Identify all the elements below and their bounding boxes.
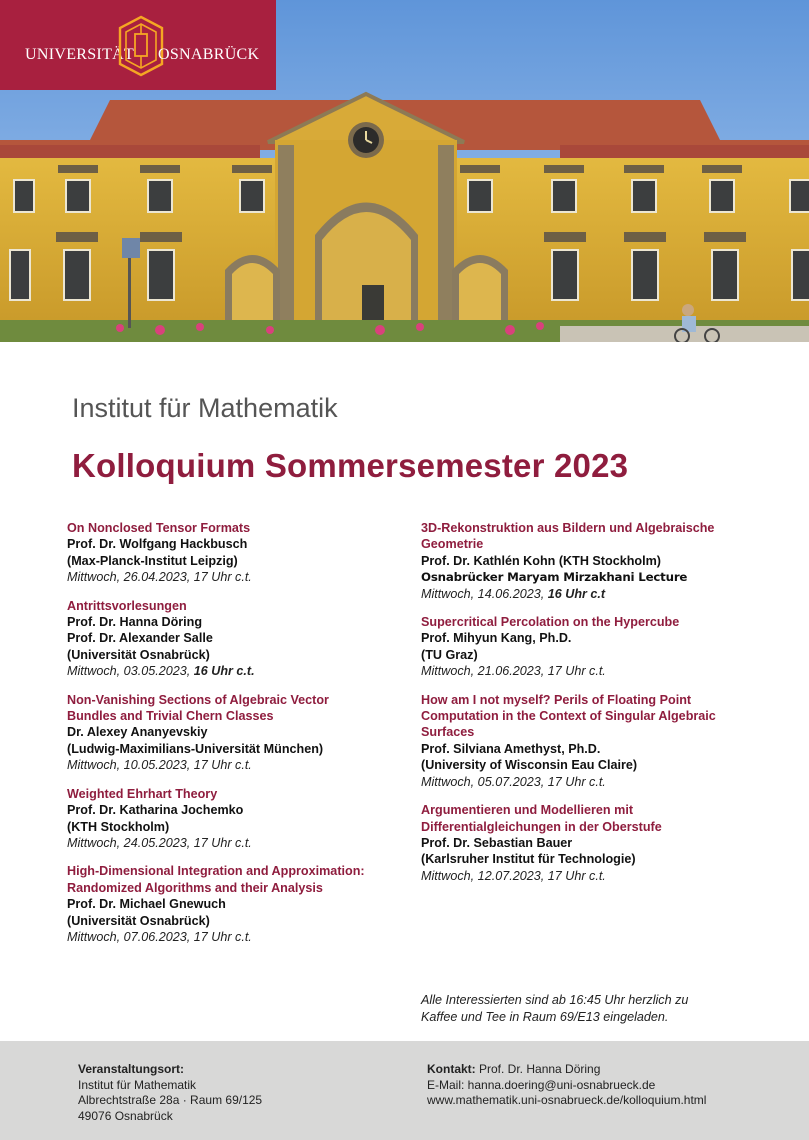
talk-date-time: 17 Uhr c.t. <box>547 664 606 679</box>
talk-speaker: Prof. Dr. Michael Gnewuch <box>67 897 226 912</box>
talk-date <box>421 774 751 790</box>
contact-website[interactable]: www.mathematik.uni-osnabrueck.de/kolloquium.html <box>427 1093 707 1108</box>
talk-speaker: Prof. Dr. Kathlén Kohn (KTH Stockholm) <box>421 553 661 568</box>
talk-entry <box>67 863 407 945</box>
talk-entry <box>421 520 751 602</box>
talk-note: Osnabrücker Maryam Mirzakhani Lecture <box>421 570 688 585</box>
talk-date-time: 16 Uhr c.t <box>547 586 606 601</box>
talk-speaker: (Ludwig-Maximilians-Universität München) <box>67 741 324 756</box>
talk-speaker: (TU Graz) <box>421 647 478 662</box>
talk-date <box>421 663 751 679</box>
talks-left-column <box>67 520 407 957</box>
talk-entry <box>67 692 407 774</box>
venue-line: Albrechtstraße 28a · Raum 69/125 <box>78 1093 263 1108</box>
talk-title: 3D-Rekonstruktion aus Bildern und Algebraische <box>421 521 715 535</box>
talk-entry <box>67 520 407 586</box>
talk-speaker: Prof. Dr. Katharina Jochemko <box>67 803 244 818</box>
talk-speaker: (Karlsruher Institut für Technologie) <box>421 852 636 867</box>
talk-title: Bundles and Trivial Chern Classes <box>67 709 274 724</box>
talk-date-time: 17 Uhr c.t. <box>193 929 252 944</box>
talk-title: Computation in the Context of Singular Algebraic <box>421 709 716 724</box>
logo-text-right: OSNABRÜCK <box>158 46 260 63</box>
talk-date <box>67 569 407 585</box>
talk-date-time: 17 Uhr c.t. <box>193 835 252 850</box>
talk-entry <box>67 598 407 680</box>
talk-speaker: (Max-Planck-Institut Leipzig) <box>67 553 238 568</box>
talk-date-day: Mittwoch, 21.06.2023, <box>421 664 548 679</box>
talk-title: Surfaces <box>421 725 475 740</box>
talk-speaker: Prof. Mihyun Kang, Ph.D. <box>421 631 572 646</box>
talk-title: Geometrie <box>421 537 484 552</box>
talk-date-day: Mittwoch, 26.04.2023, <box>67 570 194 585</box>
talk-speaker: (KTH Stockholm) <box>67 819 170 834</box>
page-title: Kolloquium Sommersemester 2023 <box>72 447 629 484</box>
university-logo <box>0 0 276 90</box>
talk-date-day: Mittwoch, 05.07.2023, <box>421 774 548 789</box>
logo-text-left: UNIVERSITÄT <box>25 46 135 63</box>
contact-email[interactable]: E-Mail: hanna.doering@uni-osnabrueck.de <box>427 1077 656 1092</box>
talk-title: How am I not myself? Perils of Floating Point <box>421 692 692 707</box>
talk-date <box>421 586 751 602</box>
talk-speaker: Dr. Alexey Ananyevskiy <box>67 725 208 740</box>
talk-title: High-Dimensional Integration and Approximation: <box>67 864 365 879</box>
talk-speaker: (Universität Osnabrück) <box>67 647 210 662</box>
venue-block <box>78 1062 262 1124</box>
talk-entry <box>67 786 407 852</box>
talk-speaker: Prof. Dr. Hanna Döring <box>67 615 203 630</box>
talk-date-time: 16 Uhr c.t. <box>193 664 255 679</box>
contact-name: Prof. Dr. Hanna Döring <box>475 1062 601 1076</box>
talk-entry <box>421 692 751 790</box>
talk-date <box>67 757 407 773</box>
talk-date-day: Mittwoch, 07.06.2023, <box>67 929 194 944</box>
institute-heading: Institut für Mathematik <box>72 393 338 423</box>
talk-title: Randomized Algorithms and their Analysis <box>67 880 323 895</box>
talk-title: Non-Vanishing Sections of Algebraic Vector <box>67 692 329 707</box>
talk-title: Weighted Ehrhart Theory <box>67 786 218 801</box>
invitation-line: Kaffee und Tee in Raum 69/E13 eingeladen. <box>421 1010 669 1024</box>
invitation-line: Alle Interessierten sind ab 16:45 Uhr herzlich zu <box>421 993 689 1007</box>
talk-title: Differentialgleichungen in der Oberstufe <box>421 819 662 834</box>
talk-date-time: 17 Uhr c.t. <box>547 774 606 789</box>
talk-date <box>67 835 407 851</box>
talk-date <box>67 663 407 679</box>
talk-date-day: Mittwoch, 03.05.2023, <box>67 664 194 679</box>
talk-entry <box>421 802 751 884</box>
talk-date-day: Mittwoch, 14.06.2023, <box>421 586 548 601</box>
talk-date-time: 17 Uhr c.t. <box>193 570 252 585</box>
talk-title: Antrittsvorlesungen <box>67 598 187 613</box>
talk-date-time: 17 Uhr c.t. <box>193 758 252 773</box>
talk-date <box>67 929 407 945</box>
talk-date-day: Mittwoch, 12.07.2023, <box>421 868 548 883</box>
talk-title: Supercritical Percolation on the Hypercube <box>421 615 680 630</box>
talk-speaker: Prof. Dr. Alexander Salle <box>67 631 213 646</box>
venue-line: Institut für Mathematik <box>78 1077 197 1092</box>
contact-label: Kontakt: <box>427 1062 476 1076</box>
talk-date-day: Mittwoch, 24.05.2023, <box>67 835 194 850</box>
talk-title: On Nonclosed Tensor Formats <box>67 521 251 535</box>
venue-label: Veranstaltungsort: <box>78 1062 185 1076</box>
talk-entry <box>421 614 751 680</box>
invitation-note <box>421 992 751 1026</box>
footer <box>0 1041 809 1140</box>
talk-speaker: Prof. Dr. Wolfgang Hackbusch <box>67 537 248 552</box>
talk-speaker: (University of Wisconsin Eau Claire) <box>421 758 638 773</box>
talk-speaker: Prof. Dr. Sebastian Bauer <box>421 835 573 850</box>
talk-speaker: Prof. Silviana Amethyst, Ph.D. <box>421 741 601 756</box>
venue-line: 49076 Osnabrück <box>78 1108 173 1123</box>
talk-speaker: (Universität Osnabrück) <box>67 913 210 928</box>
talk-date <box>421 868 751 884</box>
header-photo <box>0 0 809 342</box>
contact-block <box>427 1062 706 1109</box>
talk-date-time: 17 Uhr c.t. <box>547 868 606 883</box>
talks-right-column <box>421 520 751 896</box>
talk-title: Argumentieren und Modellieren mit <box>421 803 634 818</box>
talk-date-day: Mittwoch, 10.05.2023, <box>67 758 194 773</box>
